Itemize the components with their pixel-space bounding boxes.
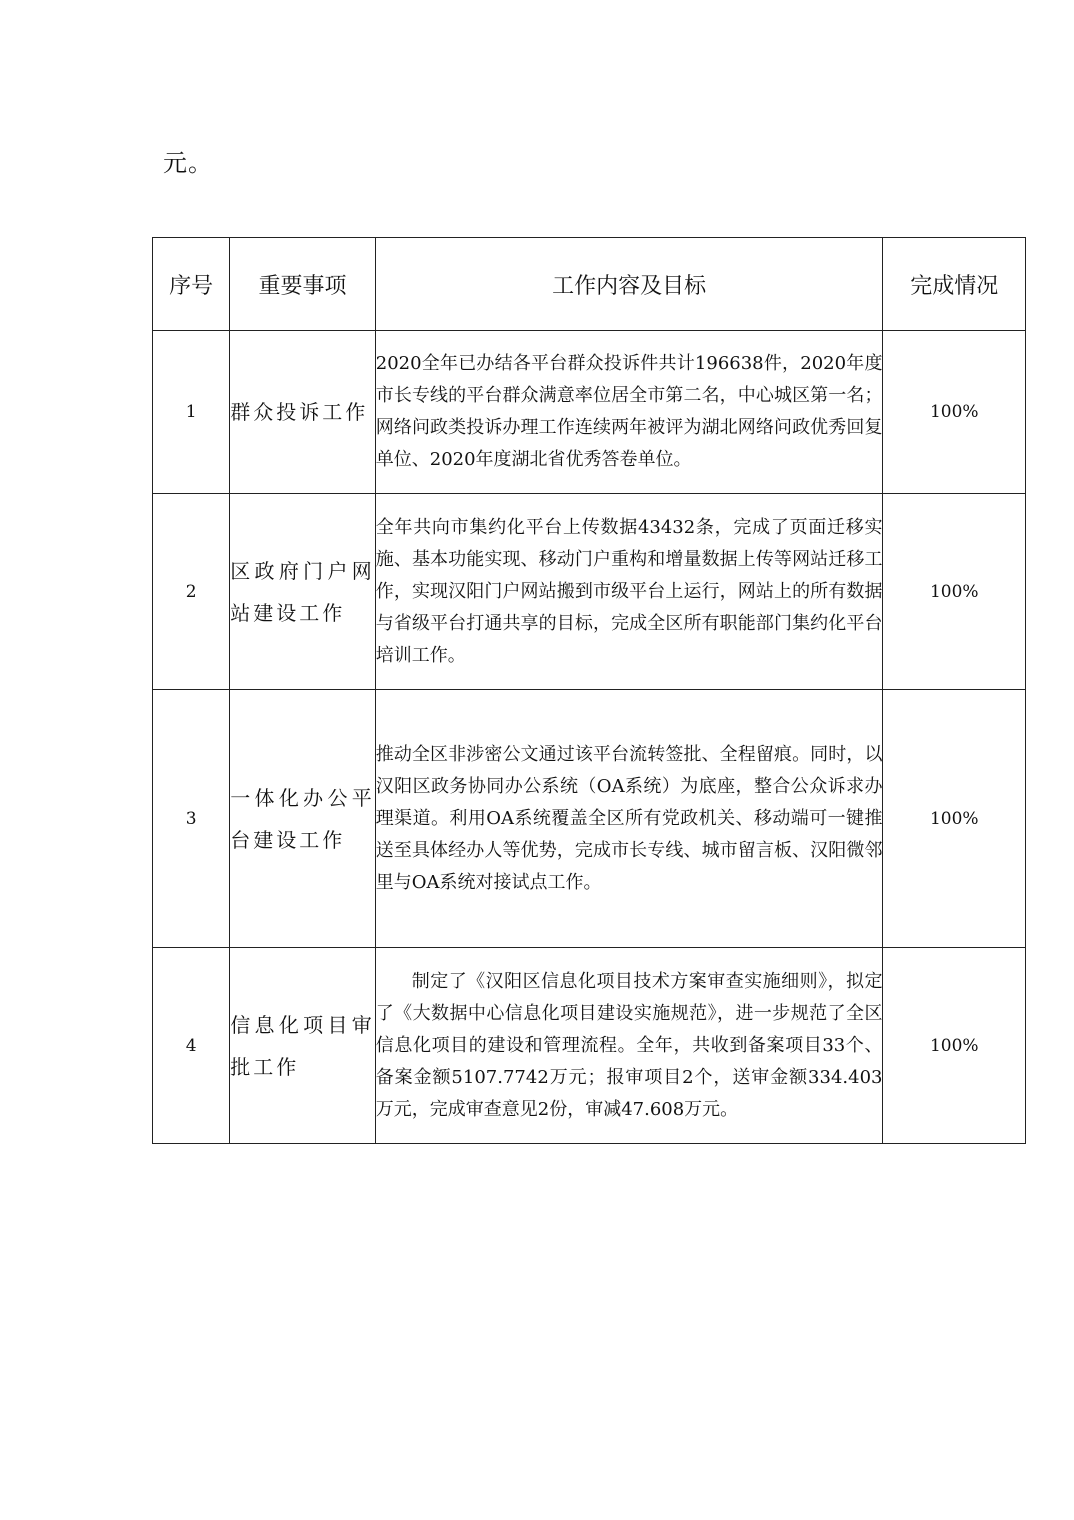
row-seq: 4	[153, 948, 230, 1144]
row-seq: 2	[153, 494, 230, 690]
row-status: 100%	[883, 494, 1026, 690]
row-item: 信息化项目审批工作	[230, 948, 376, 1144]
table-row	[153, 494, 1026, 690]
row-status: 100%	[883, 331, 1026, 494]
row-status: 100%	[883, 948, 1026, 1144]
row-item: 一体化办公平台建设工作	[230, 690, 376, 948]
table-row	[153, 948, 1026, 1144]
header-item: 重要事项	[230, 238, 376, 331]
table-row	[153, 331, 1026, 494]
header-seq: 序号	[153, 238, 230, 331]
row-seq: 1	[153, 331, 230, 494]
header-status: 完成情况	[883, 238, 1026, 331]
work-items-table	[152, 237, 1026, 1144]
row-content: 制定了《汉阳区信息化项目技术方案审查实施细则》，拟定了《大数据中心信息化项目建设实施规范》，进一步规范了全区信息化项目的建设和管理流程。全年，共收到备案项目33个、备案金额5107.7742万元；报审项目2个，送审金额334.403万元，完成审查意见2份，审减47.608万元。	[375, 948, 883, 1144]
row-content: 推动全区非涉密公文通过该平台流转签批、全程留痕。同时，以汉阳区政务协同办公系统（OA系统）为底座，整合公众诉求办理渠道。利用OA系统覆盖全区所有党政机关、移动端可一键推送至具体经办人等优势，完成市长专线、城市留言板、汉阳微邻里与OA系统对接试点工作。	[375, 690, 883, 948]
table-row	[153, 690, 1026, 948]
leading-text: 元。	[163, 149, 213, 177]
row-item: 群众投诉工作	[230, 331, 376, 494]
row-status: 100%	[883, 690, 1026, 948]
row-content: 全年共向市集约化平台上传数据43432条，完成了页面迁移实施、基本功能实现、移动门户重构和增量数据上传等网站迁移工作，实现汉阳门户网站搬到市级平台上运行，网站上的所有数据与省级平台打通共享的目标，完成全区所有职能部门集约化平台培训工作。	[375, 494, 883, 690]
row-content: 2020全年已办结各平台群众投诉件共计196638件，2020年度市长专线的平台群众满意率位居全市第二名，中心城区第一名；网络问政类投诉办理工作连续两年被评为湖北网络问政优秀回复单位、2020年度湖北省优秀答卷单位。	[375, 331, 883, 494]
table-header-row	[153, 238, 1026, 331]
header-content: 工作内容及目标	[375, 238, 883, 331]
row-item: 区政府门户网站建设工作	[230, 494, 376, 690]
row-seq: 3	[153, 690, 230, 948]
